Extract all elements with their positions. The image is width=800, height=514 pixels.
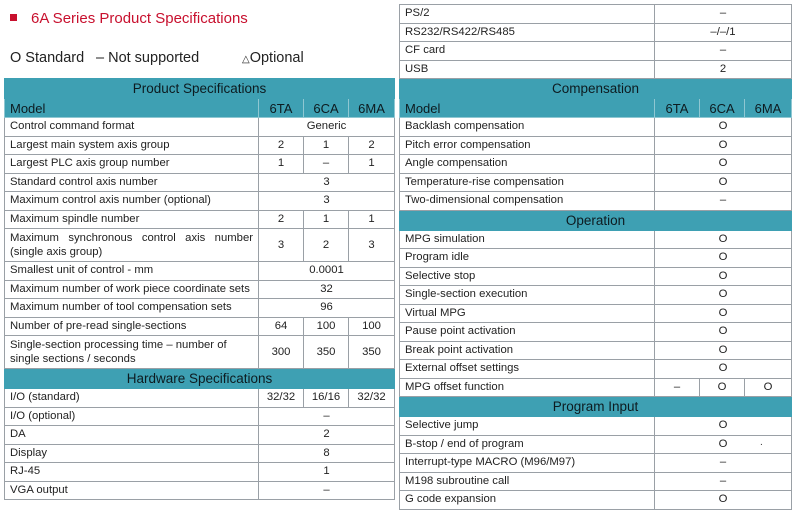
row-label: Pause point activation [400,323,655,342]
row-label: VGA output [5,481,259,500]
row-value: 32 [259,280,395,299]
row-label: MPG offset function [400,378,655,397]
table-row [400,323,792,342]
row-value: O [655,323,792,342]
row-label: Maximum synchronous control axis number (single axis group) [5,229,259,262]
table-row [400,230,792,249]
program-input-header-label: Program Input [400,397,792,417]
row-label: Maximum number of work piece coordinate sets [5,280,259,299]
row-value: O [745,378,792,397]
table-row [5,210,395,229]
hardware-specifications-header-label: Hardware Specifications [5,369,395,389]
row-label: Largest PLC axis group number [5,155,259,174]
table-row [5,262,395,281]
hardware-specifications-header [5,369,395,389]
row-label: RJ-45 [5,463,259,482]
table-row [400,60,792,79]
table-row [5,155,395,174]
row-label: Control command format [5,118,259,137]
product-specifications-header [5,79,395,99]
table-row [5,280,395,299]
table-row [5,426,395,445]
column-header-label: Model [400,99,655,118]
triangle-icon: △ [242,54,250,65]
column-header-model: 6TA [655,99,700,118]
row-label: USB [400,60,655,79]
row-label: Selective stop [400,267,655,286]
row-value: Generic [259,118,395,137]
right-spec-table [399,4,792,510]
row-label: Two-dimensional compensation [400,192,655,211]
row-label: CF card [400,42,655,61]
row-value: 64 [259,317,304,336]
column-header-model: 6TA [259,99,304,118]
compensation-header-label: Compensation [400,79,792,99]
row-label: Break point activation [400,341,655,360]
row-value: O [655,417,792,436]
row-value: 1 [259,463,395,482]
row-value: – [259,407,395,426]
row-label: G code expansion [400,491,655,510]
row-value: O [655,249,792,268]
table-row [400,435,792,454]
table-row [5,317,395,336]
row-label: Smallest unit of control - mm [5,262,259,281]
legend-optional-text: Optional [249,50,304,66]
row-value: – [655,192,792,211]
row-value: O [655,304,792,323]
row-value: 1 [349,210,395,229]
row-value: 2 [304,229,349,262]
row-value: – [655,42,792,61]
row-label: I/O (standard) [5,389,259,408]
table-row [5,481,395,500]
row-label: Angle compensation [400,155,655,174]
row-value: – [655,5,792,24]
row-value: O [655,491,792,510]
row-value: 3 [259,192,395,211]
row-value: O [655,230,792,249]
row-value: 1 [349,155,395,174]
row-value: O [655,267,792,286]
table-row [400,454,792,473]
operation-header [400,210,792,230]
table-row [5,118,395,137]
row-label: MPG simulation [400,230,655,249]
table-row [400,417,792,436]
table-row [400,491,792,510]
row-value: – [304,155,349,174]
row-value: –/–/1 [655,23,792,42]
table-row [5,463,395,482]
row-value: 2 [259,136,304,155]
row-value: 2 [259,210,304,229]
table-row [5,192,395,211]
row-label: Interrupt-type MACRO (M96/M97) [400,454,655,473]
row-value: 2 [655,60,792,79]
row-label: Maximum number of tool compensation sets [5,299,259,318]
row-label: Selective jump [400,417,655,436]
program-input-header [400,397,792,417]
table-row [5,173,395,192]
table-row [400,42,792,61]
table-row [400,378,792,397]
row-value: 2 [259,426,395,445]
table-row [400,118,792,137]
row-value: 300 [259,336,304,369]
table-row [400,286,792,305]
row-label: Standard control axis number [5,173,259,192]
column-header-model: 6MA [349,99,395,118]
row-value: O [655,136,792,155]
legend-optional [242,50,304,66]
row-label: M198 subroutine call [400,472,655,491]
row-value: 2 [349,136,395,155]
left-spec-table [4,78,395,500]
page-title-text: 6A Series Product Specifications [31,10,248,27]
table-row [400,136,792,155]
table-row [400,267,792,286]
row-value: O [655,341,792,360]
row-value: – [259,481,395,500]
row-value: 0.0001 [259,262,395,281]
row-value: O [655,286,792,305]
row-value: 3 [349,229,395,262]
row-value: – [655,378,700,397]
table-row [400,360,792,379]
stray-dot: . [760,437,763,448]
row-value: 32/32 [349,389,395,408]
row-label: Temperature-rise compensation [400,173,655,192]
table-row [400,155,792,174]
legend-not-supported: – Not supported [96,50,200,66]
bullet-icon [10,14,17,21]
row-label: PS/2 [400,5,655,24]
row-label: RS232/RS422/RS485 [400,23,655,42]
row-value: 8 [259,444,395,463]
table-row [5,407,395,426]
page-title [10,10,248,27]
row-label: Single-section execution [400,286,655,305]
row-label: Number of pre-read single-sections [5,317,259,336]
row-label: Display [5,444,259,463]
row-label: Program idle [400,249,655,268]
operation-header-label: Operation [400,210,792,230]
table-row [400,192,792,211]
column-header-model: 6CA [304,99,349,118]
row-value: 100 [304,317,349,336]
table-row [5,136,395,155]
row-value: 1 [259,155,304,174]
row-value: – [655,472,792,491]
table-row [400,472,792,491]
row-value: O [655,118,792,137]
row-value: O [655,155,792,174]
row-value: 1 [304,136,349,155]
table-row [5,229,395,262]
table-row [5,299,395,318]
row-value: 96 [259,299,395,318]
row-label: Single-section processing time – number of single sections / seconds [5,336,259,369]
column-header-model: 6CA [700,99,745,118]
row-value: 1 [304,210,349,229]
row-label: I/O (optional) [5,407,259,426]
table-row [5,444,395,463]
row-label: Largest main system axis group [5,136,259,155]
product-specifications-header-label: Product Specifications [5,79,395,99]
legend-standard: O Standard [10,50,85,66]
table-row [400,249,792,268]
row-value: – [655,454,792,473]
column-header-model: 6MA [745,99,792,118]
table-row [400,5,792,24]
column-header-label: Model [5,99,259,118]
row-label: Backlash compensation [400,118,655,137]
row-value: 100 [349,317,395,336]
row-label: Pitch error compensation [400,136,655,155]
table-row [5,336,395,369]
row-label: Virtual MPG [400,304,655,323]
row-label: Maximum control axis number (optional) [5,192,259,211]
row-value: O [655,173,792,192]
row-label: B-stop / end of program [400,435,655,454]
table-row [400,23,792,42]
row-value: O [655,435,792,454]
row-label: DA [5,426,259,445]
table-row [400,341,792,360]
row-value: 350 [349,336,395,369]
compensation-header [400,79,792,99]
row-label: Maximum spindle number [5,210,259,229]
row-value: 3 [259,173,395,192]
row-value: O [655,360,792,379]
row-label: External offset settings [400,360,655,379]
row-value: 16/16 [304,389,349,408]
table-row [400,304,792,323]
table-row [400,173,792,192]
column-header-row [5,99,395,118]
row-value: 32/32 [259,389,304,408]
table-row [5,389,395,408]
row-value: 3 [259,229,304,262]
column-header-row [400,99,792,118]
row-value: 350 [304,336,349,369]
row-value: O [700,378,745,397]
